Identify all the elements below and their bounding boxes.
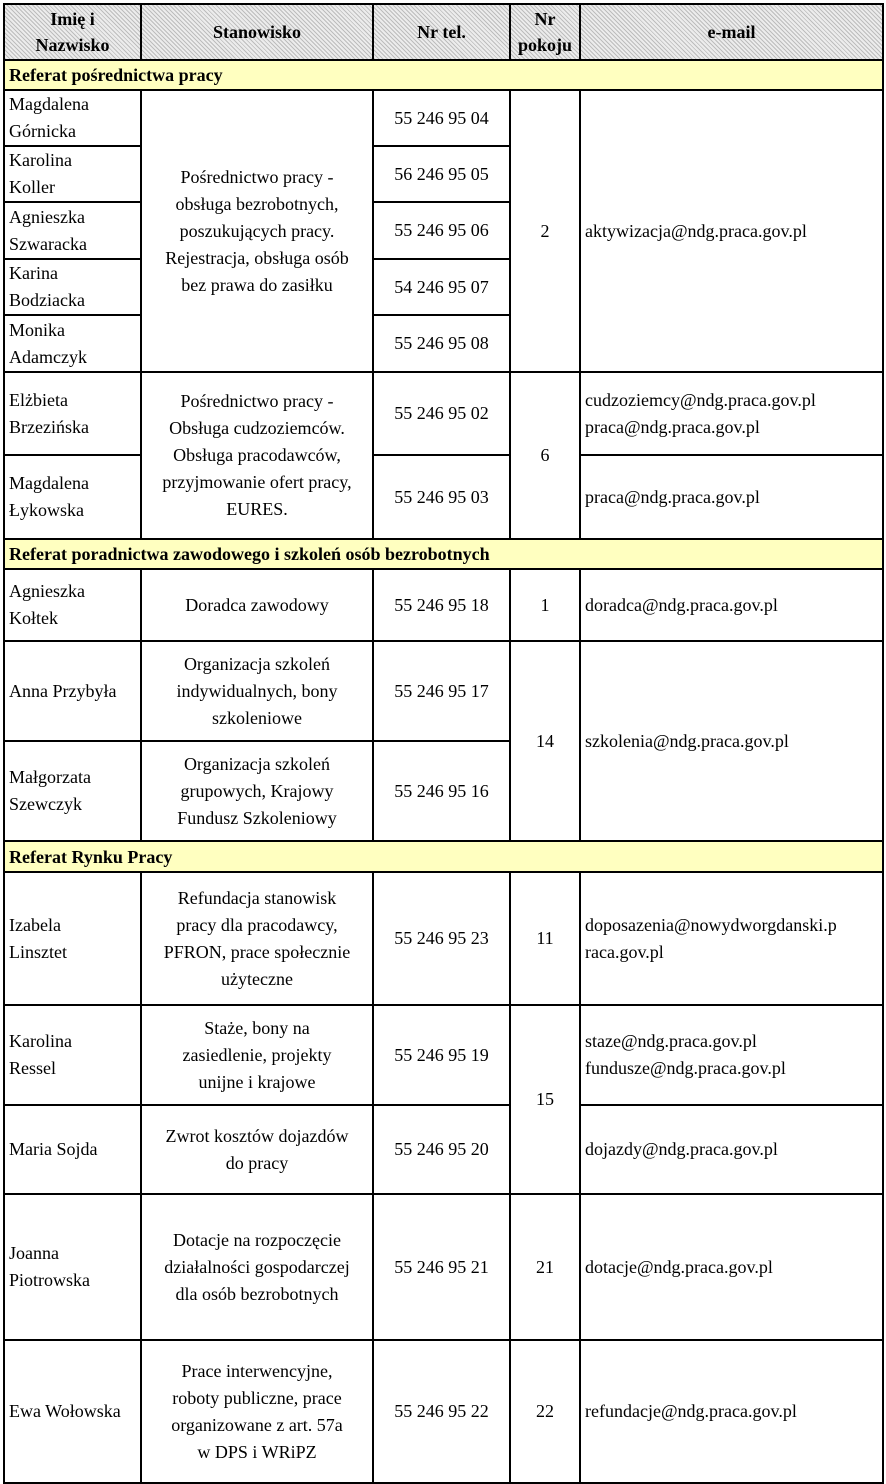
phone-number: 55 246 95 17	[373, 641, 510, 741]
phone-number: 56 246 95 05	[373, 146, 510, 202]
position-cell: Prace interwencyjne, roboty publiczne, prace organizowane z art. 57a w DPS i WRiPZ	[141, 1340, 373, 1483]
email-cell: cudzoziemcy@ndg.praca.gov.pl praca@ndg.praca.gov.pl	[580, 372, 883, 455]
section-row	[4, 539, 883, 569]
phone-number: 54 246 95 07	[373, 259, 510, 315]
table-row	[4, 569, 883, 641]
table-row	[4, 1005, 883, 1105]
section-row	[4, 60, 883, 90]
header-email: e-mail	[580, 4, 883, 60]
table-row	[4, 372, 883, 455]
position-cell: Dotacje na rozpoczęcie działalności gospodarczej dla osób bezrobotnych	[141, 1194, 373, 1340]
phone-number: 55 246 95 06	[373, 202, 510, 259]
section-row	[4, 841, 883, 872]
employee-name: Ewa Wołowska	[4, 1340, 141, 1483]
phone-number: 55 246 95 20	[373, 1105, 510, 1194]
staff-directory-table	[3, 3, 884, 1484]
email-cell: refundacje@ndg.praca.gov.pl	[580, 1340, 883, 1483]
room-number: 21	[510, 1194, 580, 1340]
phone-number: 55 246 95 02	[373, 372, 510, 455]
phone-number: 55 246 95 19	[373, 1005, 510, 1105]
employee-name: Monika Adamczyk	[4, 315, 141, 372]
employee-name: Magdalena Górnicka	[4, 90, 141, 146]
employee-name: Izabela Linsztet	[4, 872, 141, 1005]
position-cell: Staże, bony na zasiedlenie, projekty unijne i krajowe	[141, 1005, 373, 1105]
phone-number: 55 246 95 16	[373, 741, 510, 841]
phone-number: 55 246 95 08	[373, 315, 510, 372]
email-cell: staze@ndg.praca.gov.pl fundusze@ndg.praca.gov.pl	[580, 1005, 883, 1105]
header-room: Nr pokoju	[510, 4, 580, 60]
phone-number: 55 246 95 18	[373, 569, 510, 641]
email-cell: dotacje@ndg.praca.gov.pl	[580, 1194, 883, 1340]
phone-number: 55 246 95 04	[373, 90, 510, 146]
phone-number: 55 246 95 23	[373, 872, 510, 1005]
employee-name: Maria Sojda	[4, 1105, 141, 1194]
employee-name: Magdalena Łykowska	[4, 455, 141, 539]
employee-name: Małgorzata Szewczyk	[4, 741, 141, 841]
table-row	[4, 1340, 883, 1483]
position-cell: Organizacja szkoleń grupowych, Krajowy Fundusz Szkoleniowy	[141, 741, 373, 841]
employee-name: Karolina Koller	[4, 146, 141, 202]
email-cell: doradca@ndg.praca.gov.pl	[580, 569, 883, 641]
phone-number: 55 246 95 22	[373, 1340, 510, 1483]
position-cell: Pośrednictwo pracy - obsługa bezrobotnych, poszukujących pracy. Rejestracja, obsługa osób bez prawa do zasiłku	[141, 90, 373, 372]
room-number: 14	[510, 641, 580, 841]
position-cell: Organizacja szkoleń indywidualnych, bony szkoleniowe	[141, 641, 373, 741]
room-number: 15	[510, 1005, 580, 1194]
employee-name: Joanna Piotrowska	[4, 1194, 141, 1340]
position-cell: Pośrednictwo pracy - Obsługa cudzoziemców. Obsługa pracodawców, przyjmowanie ofert pracy, EURES.	[141, 372, 373, 539]
employee-name: Elżbieta Brzezińska	[4, 372, 141, 455]
section-title-rynku-pracy: Referat Rynku Pracy	[4, 841, 883, 872]
employee-name: Anna Przybyła	[4, 641, 141, 741]
position-cell: Refundacja stanowisk pracy dla pracodawcy, PFRON, prace społecznie użyteczne	[141, 872, 373, 1005]
room-number: 2	[510, 90, 580, 372]
table-header-row	[4, 4, 883, 60]
table-row	[4, 641, 883, 741]
table-row	[4, 455, 883, 539]
email-cell: doposazenia@nowydworgdanski.p raca.gov.pl	[580, 872, 883, 1005]
room-number: 1	[510, 569, 580, 641]
table-row	[4, 90, 883, 146]
section-title-poradnictwa: Referat poradnictwa zawodowego i szkoleń osób bezrobotnych	[4, 539, 883, 569]
employee-name: Agnieszka Kołtek	[4, 569, 141, 641]
table-row	[4, 1194, 883, 1340]
email-cell: szkolenia@ndg.praca.gov.pl	[580, 641, 883, 841]
email-cell: praca@ndg.praca.gov.pl	[580, 455, 883, 539]
room-number: 22	[510, 1340, 580, 1483]
phone-number: 55 246 95 03	[373, 455, 510, 539]
employee-name: Agnieszka Szwaracka	[4, 202, 141, 259]
header-name: Imię i Nazwisko	[4, 4, 141, 60]
room-number: 11	[510, 872, 580, 1005]
employee-name: Karolina Ressel	[4, 1005, 141, 1105]
table-row	[4, 1105, 883, 1194]
employee-name: Karina Bodziacka	[4, 259, 141, 315]
section-title-posrednictwa: Referat pośrednictwa pracy	[4, 60, 883, 90]
position-cell: Doradca zawodowy	[141, 569, 373, 641]
email-cell: dojazdy@ndg.praca.gov.pl	[580, 1105, 883, 1194]
position-cell: Zwrot kosztów dojazdów do pracy	[141, 1105, 373, 1194]
email-cell: aktywizacja@ndg.praca.gov.pl	[580, 90, 883, 372]
phone-number: 55 246 95 21	[373, 1194, 510, 1340]
header-position: Stanowisko	[141, 4, 373, 60]
header-phone: Nr tel.	[373, 4, 510, 60]
table-row	[4, 872, 883, 1005]
room-number: 6	[510, 372, 580, 539]
